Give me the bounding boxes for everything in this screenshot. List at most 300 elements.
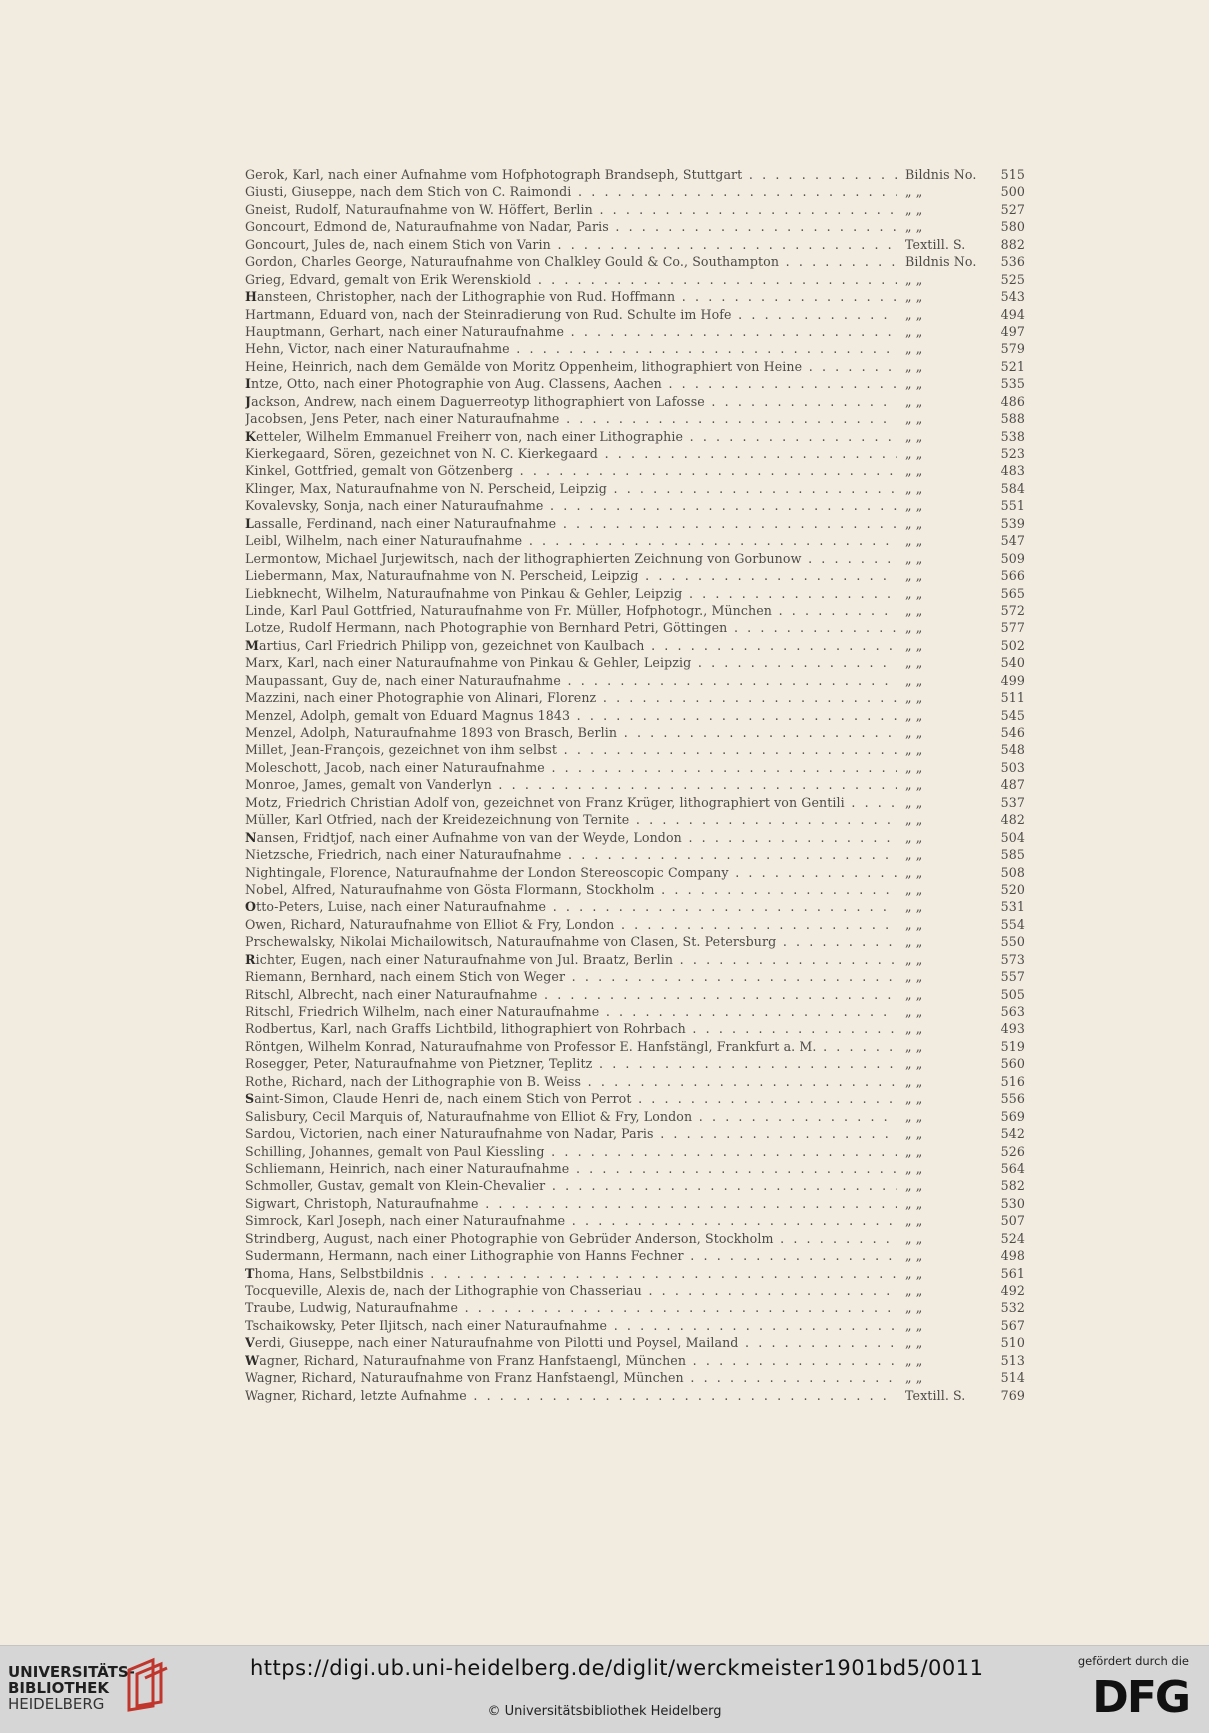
entry-number: 563 xyxy=(1000,1004,1025,1019)
entry-number: 540 xyxy=(1000,655,1025,671)
entry-number: 494 xyxy=(1000,306,1025,322)
list-item xyxy=(245,288,1025,305)
entry-number: 566 xyxy=(1000,568,1025,584)
entry-number: 554 xyxy=(1000,916,1025,932)
list-item xyxy=(245,428,1025,445)
list-item xyxy=(245,846,1025,863)
entry-name: Sardou, Victorien, nach einer Naturaufnahme von Nadar, Paris . . . xyxy=(245,1125,897,1142)
entry-number: 508 xyxy=(1000,864,1025,880)
entry-name: Kovalevsky, Sonja, nach einer Naturaufnahme . . . xyxy=(245,497,897,514)
list-item xyxy=(245,986,1025,1003)
list-item xyxy=(245,968,1025,985)
library-name-line1: UNIVERSITÄTS- xyxy=(8,1663,135,1681)
entry-name: Leibl, Wilhelm, nach einer Naturaufnahme . . . xyxy=(245,532,897,549)
entry-type-label: „ „ xyxy=(905,358,923,374)
entry-name: Giusti, Giuseppe, nach dem Stich von C. Raimondi . . . xyxy=(245,183,897,200)
section-initial-letter: O xyxy=(245,899,257,915)
entry-number: 557 xyxy=(1000,969,1025,985)
entry-number: 519 xyxy=(1000,1038,1025,1054)
entry-number: 505 xyxy=(1000,986,1025,1002)
dfg-wordmark: DFG xyxy=(1092,1672,1189,1723)
list-item xyxy=(245,306,1025,323)
entry-name: Strindberg, August, nach einer Photographie von Gebrüder Anderson, Stockholm . . . xyxy=(245,1230,897,1247)
entry-type-label: „ „ xyxy=(905,881,923,897)
entry-name: Menzel, Adolph, Naturaufnahme 1893 von Brasch, Berlin . . . xyxy=(245,724,897,741)
entry-type-label: „ „ xyxy=(905,602,923,618)
entry-name: Prschewalsky, Nikolai Michailowitsch, Naturaufnahme von Clasen, St. Petersburg . . . xyxy=(245,933,897,950)
list-item xyxy=(245,1387,1025,1404)
list-item xyxy=(245,1003,1025,1020)
funding-caption: gefördert durch die xyxy=(1077,1654,1189,1668)
list-item xyxy=(245,340,1025,357)
entry-type-label: „ „ xyxy=(905,986,923,1002)
list-item xyxy=(245,776,1025,793)
entry-number: 510 xyxy=(1000,1335,1025,1351)
entry-type-label: „ „ xyxy=(905,1056,923,1072)
entry-type-label: „ „ xyxy=(905,498,923,514)
entry-number: 539 xyxy=(1000,515,1025,531)
entry-number: 486 xyxy=(1000,393,1025,409)
entry-number: 513 xyxy=(1000,1352,1025,1368)
entry-type-label: „ „ xyxy=(905,341,923,357)
entry-name: Sigwart, Christoph, Naturaufnahme . . . xyxy=(245,1195,897,1212)
list-item xyxy=(245,898,1025,915)
entry-name: Nansen, Fridtjof, nach einer Aufnahme von van der Weyde, London . . . xyxy=(245,829,897,846)
list-item xyxy=(245,602,1025,619)
entry-type-label: „ „ xyxy=(905,1195,923,1211)
entry-name: Salisbury, Cecil Marquis of, Naturaufnahme von Elliot & Fry, London . . . xyxy=(245,1108,897,1125)
entry-name: Ketteler, Wilhelm Emmanuel Freiherr von, nach einer Lithographie . . . xyxy=(245,428,897,445)
entry-type-label: „ „ xyxy=(905,550,923,566)
entry-type-label: „ „ xyxy=(905,533,923,549)
entry-number: 530 xyxy=(1000,1195,1025,1211)
portrait-index-list xyxy=(245,166,1025,1404)
section-initial-letter: N xyxy=(245,829,257,845)
entry-number: 882 xyxy=(1000,236,1025,252)
entry-name: Jackson, Andrew, nach einem Daguerreotyp lithographiert von Lafosse . . . xyxy=(245,393,897,410)
entry-name: Tschaikowsky, Peter Iljitsch, nach einer Naturaufnahme . . . xyxy=(245,1317,897,1334)
list-item xyxy=(245,672,1025,689)
entry-number: 561 xyxy=(1000,1265,1025,1281)
entry-number: 542 xyxy=(1000,1126,1025,1142)
entry-number: 524 xyxy=(1000,1230,1025,1246)
list-item xyxy=(245,532,1025,549)
entry-type-label: „ „ xyxy=(905,707,923,723)
entry-name: Motz, Friedrich Christian Adolf von, gezeichnet von Franz Krüger, lithographiert von Gentili . . . xyxy=(245,794,897,811)
entry-number: 498 xyxy=(1000,1248,1025,1264)
entry-number: 532 xyxy=(1000,1300,1025,1316)
list-item xyxy=(245,1247,1025,1264)
list-item xyxy=(245,1038,1025,1055)
entry-type-label: „ „ xyxy=(905,219,923,235)
entry-number: 573 xyxy=(1000,951,1025,967)
entry-name: Hansteen, Christopher, nach der Lithographie von Rud. Hoffmann . . . xyxy=(245,288,897,305)
entry-type-label: „ „ xyxy=(905,655,923,671)
entry-name: Mazzini, nach einer Photographie von Alinari, Florenz . . . xyxy=(245,689,897,706)
entry-number: 527 xyxy=(1000,201,1025,217)
entry-number: 551 xyxy=(1000,498,1025,514)
entry-number: 560 xyxy=(1000,1056,1025,1072)
entry-number: 567 xyxy=(1000,1317,1025,1333)
list-item xyxy=(245,1020,1025,1037)
entry-name: Marx, Karl, nach einer Naturaufnahme von Pinkau & Gehler, Leipzig . . . xyxy=(245,654,897,671)
section-initial-letter: L xyxy=(245,515,254,531)
list-item xyxy=(245,253,1025,270)
entry-number: 520 xyxy=(1000,881,1025,897)
list-item xyxy=(245,218,1025,235)
list-item xyxy=(245,1299,1025,1316)
list-item xyxy=(245,1352,1025,1369)
entry-type-label: „ „ xyxy=(905,1335,923,1351)
entry-number: 536 xyxy=(1000,254,1025,270)
entry-type-label: „ „ xyxy=(905,1143,923,1159)
entry-type-label: „ „ xyxy=(905,1230,923,1246)
entry-number: 588 xyxy=(1000,411,1025,427)
entry-type-label: „ „ xyxy=(905,446,923,461)
list-item xyxy=(245,759,1025,776)
entry-name: Saint-Simon, Claude Henri de, nach einem Stich von Perrot . . . xyxy=(245,1090,897,1107)
entry-name: Grieg, Edvard, gemalt von Erik Werenskiold . . . xyxy=(245,271,897,288)
entry-name: Millet, Jean-François, gezeichnet von ihm selbst . . . xyxy=(245,741,897,758)
entry-name: Klinger, Max, Naturaufnahme von N. Perscheid, Leipzig . . . xyxy=(245,480,897,497)
list-item xyxy=(245,1143,1025,1160)
entry-number: 565 xyxy=(1000,585,1025,601)
entry-number: 550 xyxy=(1000,934,1025,950)
entry-name: Rothe, Richard, nach der Lithographie von B. Weiss . . . xyxy=(245,1073,897,1090)
entry-type-label: „ „ xyxy=(905,1091,923,1107)
entry-name: Verdi, Giuseppe, nach einer Naturaufnahme von Pilotti und Poysel, Mailand . . . xyxy=(245,1334,897,1351)
list-item xyxy=(245,1055,1025,1072)
list-item xyxy=(245,619,1025,636)
list-item xyxy=(245,445,1025,462)
entry-name: Wagner, Richard, Naturaufnahme von Franz Hanfstaengl, München . . . xyxy=(245,1369,897,1386)
entry-type-label: „ „ xyxy=(905,271,923,287)
entry-name: Menzel, Adolph, gemalt von Eduard Magnus 1843 . . . xyxy=(245,707,897,724)
entry-name: Traube, Ludwig, Naturaufnahme . . . xyxy=(245,1299,897,1316)
list-item xyxy=(245,550,1025,567)
list-item xyxy=(245,410,1025,427)
list-item xyxy=(245,1265,1025,1282)
entry-type-label: „ „ xyxy=(905,742,923,758)
entry-number: 515 xyxy=(1000,167,1025,182)
entry-type-label: „ „ xyxy=(905,951,923,967)
entry-name: Richter, Eugen, nach einer Naturaufnahme von Jul. Braatz, Berlin . . . xyxy=(245,951,897,968)
entry-name: Maupassant, Guy de, nach einer Naturaufnahme . . . xyxy=(245,672,897,689)
entry-name: Schmoller, Gustav, gemalt von Klein-Chevalier . . . xyxy=(245,1177,897,1194)
section-initial-letter: K xyxy=(245,428,257,444)
entry-number: 492 xyxy=(1000,1283,1025,1298)
entry-type-label: „ „ xyxy=(905,812,923,828)
section-initial-letter: S xyxy=(245,1091,255,1107)
entry-number: 516 xyxy=(1000,1073,1025,1089)
entry-type-label: „ „ xyxy=(905,864,923,880)
entry-name: Rosegger, Peter, Naturaufnahme von Pietzner, Teplitz . . . xyxy=(245,1055,897,1072)
list-item xyxy=(245,480,1025,497)
entry-type-label: „ „ xyxy=(905,393,923,409)
entry-name: Nietzsche, Friedrich, nach einer Naturaufnahme . . . xyxy=(245,846,897,863)
entry-name: Müller, Karl Otfried, nach der Kreidezeichnung von Ternite . . . xyxy=(245,811,897,828)
entry-number: 521 xyxy=(1000,358,1025,374)
section-initial-letter: T xyxy=(245,1265,255,1281)
list-item xyxy=(245,271,1025,288)
list-item xyxy=(245,1125,1025,1142)
entry-number: 526 xyxy=(1000,1143,1025,1159)
entry-type-label: „ „ xyxy=(905,829,923,845)
entry-name: Gerok, Karl, nach einer Aufnahme vom Hofphotograph Brandseph, Stuttgart . . . xyxy=(245,166,897,183)
list-item xyxy=(245,358,1025,375)
entry-type-label: „ „ xyxy=(905,1352,923,1368)
entry-type-label: „ „ xyxy=(905,725,923,740)
list-item xyxy=(245,497,1025,514)
entry-name: Lassalle, Ferdinand, nach einer Naturaufnahme . . . xyxy=(245,515,897,532)
entry-number: 569 xyxy=(1000,1108,1025,1124)
list-item xyxy=(245,1212,1025,1229)
entry-number: 487 xyxy=(1000,777,1025,793)
entry-type-label: „ „ xyxy=(905,1300,923,1316)
list-item xyxy=(245,567,1025,584)
entry-type-label: Textill. S. xyxy=(905,1387,966,1403)
entry-name: Gordon, Charles George, Naturaufnahme von Chalkley Gould & Co., Southampton . . . xyxy=(245,253,897,270)
entry-name: Moleschott, Jacob, nach einer Naturaufnahme . . . xyxy=(245,759,897,776)
entry-number: 538 xyxy=(1000,428,1025,444)
list-item xyxy=(245,637,1025,654)
list-item xyxy=(245,323,1025,340)
entry-type-label: „ „ xyxy=(905,1248,923,1264)
section-initial-letter: J xyxy=(245,393,252,409)
entry-name: Jacobsen, Jens Peter, nach einer Naturaufnahme . . . xyxy=(245,410,897,427)
entry-type-label: „ „ xyxy=(905,1370,923,1386)
entry-name: Schilling, Johannes, gemalt von Paul Kiessling . . . xyxy=(245,1143,897,1160)
entry-number: 564 xyxy=(1000,1160,1025,1176)
list-item xyxy=(245,375,1025,392)
entry-number: 509 xyxy=(1000,550,1025,566)
entry-type-label: Bildnis No. xyxy=(905,254,977,270)
entry-number: 546 xyxy=(1000,725,1025,740)
list-item xyxy=(245,724,1025,741)
list-item xyxy=(245,201,1025,218)
entry-name: Hartmann, Eduard von, nach der Steinradierung von Rud. Schulte im Hofe . . . xyxy=(245,306,897,323)
entry-name: Liebermann, Max, Naturaufnahme von N. Perscheid, Leipzig . . . xyxy=(245,567,897,584)
entry-type-label: „ „ xyxy=(905,289,923,305)
list-item xyxy=(245,811,1025,828)
entry-number: 483 xyxy=(1000,463,1025,479)
list-item xyxy=(245,916,1025,933)
entry-number: 584 xyxy=(1000,480,1025,496)
entry-type-label: „ „ xyxy=(905,184,923,200)
entry-name: Lermontow, Michael Jurjewitsch, nach der lithographierten Zeichnung von Gorbunow . . . xyxy=(245,550,897,567)
list-item xyxy=(245,166,1025,183)
section-initial-letter: H xyxy=(245,289,257,305)
entry-number: 548 xyxy=(1000,742,1025,758)
copyright-notice: © Universitätsbibliothek Heidelberg xyxy=(487,1704,722,1719)
entry-type-label: „ „ xyxy=(905,777,923,793)
section-initial-letter: I xyxy=(245,376,251,392)
entry-name: Goncourt, Jules de, nach einem Stich von Varin . . . xyxy=(245,236,897,253)
entry-number: 585 xyxy=(1000,847,1025,863)
entry-type-label: „ „ xyxy=(905,1126,923,1142)
entry-type-label: „ „ xyxy=(905,323,923,339)
list-item xyxy=(245,1177,1025,1194)
entry-name: Lotze, Rudolf Hermann, nach Photographie von Bernhard Petri, Göttingen . . . xyxy=(245,619,897,636)
entry-number: 545 xyxy=(1000,707,1025,723)
list-item xyxy=(245,393,1025,410)
entry-number: 572 xyxy=(1000,602,1025,618)
section-initial-letter: V xyxy=(245,1335,255,1351)
entry-type-label: „ „ xyxy=(905,411,923,427)
entry-type-label: „ „ xyxy=(905,969,923,985)
entry-name: Otto-Peters, Luise, nach einer Naturaufnahme . . . xyxy=(245,898,897,915)
list-item xyxy=(245,1334,1025,1351)
entry-number: 580 xyxy=(1000,219,1025,235)
list-item xyxy=(245,462,1025,479)
entry-type-label: „ „ xyxy=(905,1038,923,1054)
entry-name: Hauptmann, Gerhart, nach einer Naturaufnahme . . . xyxy=(245,323,897,340)
entry-type-label: „ „ xyxy=(905,1178,923,1194)
entry-number: 582 xyxy=(1000,1178,1025,1194)
entry-type-label: „ „ xyxy=(905,1108,923,1124)
entry-name: Thoma, Hans, Selbstbildnis . . . xyxy=(245,1265,897,1282)
entry-type-label: „ „ xyxy=(905,1021,923,1037)
list-item xyxy=(245,236,1025,253)
entry-type-label: „ „ xyxy=(905,1213,923,1229)
entry-type-label: „ „ xyxy=(905,568,923,584)
entry-name: Sudermann, Hermann, nach einer Lithographie von Hanns Fechner . . . xyxy=(245,1247,897,1264)
entry-name: Riemann, Bernhard, nach einem Stich von Weger . . . xyxy=(245,968,897,985)
entry-type-label: „ „ xyxy=(905,847,923,863)
entry-type-label: „ „ xyxy=(905,515,923,531)
entry-type-label: „ „ xyxy=(905,759,923,775)
entry-name: Simrock, Karl Joseph, nach einer Naturaufnahme . . . xyxy=(245,1212,897,1229)
entry-number: 525 xyxy=(1000,271,1025,287)
entry-number: 503 xyxy=(1000,759,1025,775)
entry-number: 482 xyxy=(1000,812,1025,828)
entry-name: Schliemann, Heinrich, nach einer Naturaufnahme . . . xyxy=(245,1160,897,1177)
list-item xyxy=(245,1195,1025,1212)
entry-number: 543 xyxy=(1000,289,1025,305)
entry-number: 500 xyxy=(1000,184,1025,200)
list-item xyxy=(245,183,1025,200)
list-item xyxy=(245,585,1025,602)
library-name-line2: BIBLIOTHEK xyxy=(8,1679,109,1697)
list-item xyxy=(245,1317,1025,1334)
section-initial-letter: M xyxy=(245,637,260,653)
entry-name: Kinkel, Gottfried, gemalt von Götzenberg . . . xyxy=(245,462,897,479)
list-item xyxy=(245,1282,1025,1299)
entry-type-label: „ „ xyxy=(905,1283,923,1298)
list-item xyxy=(245,1073,1025,1090)
entry-number: 769 xyxy=(1000,1387,1025,1403)
entry-name: Liebknecht, Wilhelm, Naturaufnahme von Pinkau & Gehler, Leipzig . . . xyxy=(245,585,897,602)
entry-type-label: „ „ xyxy=(905,620,923,636)
list-item xyxy=(245,515,1025,532)
entry-name: Gneist, Rudolf, Naturaufnahme von W. Höffert, Berlin . . . xyxy=(245,201,897,218)
list-item xyxy=(245,1230,1025,1247)
entry-type-label: „ „ xyxy=(905,463,923,479)
list-item xyxy=(245,933,1025,950)
list-item xyxy=(245,1090,1025,1107)
entry-number: 577 xyxy=(1000,620,1025,636)
entry-number: 493 xyxy=(1000,1021,1025,1037)
entry-type-label: „ „ xyxy=(905,480,923,496)
entry-number: 547 xyxy=(1000,533,1025,549)
list-item xyxy=(245,1108,1025,1125)
entry-type-label: „ „ xyxy=(905,934,923,950)
entry-number: 497 xyxy=(1000,323,1025,339)
viewer-footer xyxy=(0,1645,1209,1733)
entry-name: Wagner, Richard, Naturaufnahme von Franz Hanfstaengl, München . . . xyxy=(245,1352,897,1369)
entry-name: Hehn, Victor, nach einer Naturaufnahme . . . xyxy=(245,340,897,357)
entry-name: Ritschl, Friedrich Wilhelm, nach einer Naturaufnahme . . . xyxy=(245,1003,897,1020)
list-item xyxy=(245,829,1025,846)
entry-name: Kierkegaard, Sören, gezeichnet von N. C. Kierkegaard . . . xyxy=(245,445,897,462)
list-item xyxy=(245,794,1025,811)
list-item xyxy=(245,654,1025,671)
entry-type-label: „ „ xyxy=(905,690,923,706)
permalink-url[interactable]: https://digi.ub.uni-heidelberg.de/diglit/werckmeister1901bd5/0011 xyxy=(250,1656,984,1680)
entry-number: 514 xyxy=(1000,1370,1025,1386)
list-item xyxy=(245,881,1025,898)
dfg-logo[interactable] xyxy=(1079,1654,1189,1726)
section-initial-letter: R xyxy=(245,951,256,967)
entry-type-label: „ „ xyxy=(905,794,923,810)
list-item xyxy=(245,741,1025,758)
entry-type-label: „ „ xyxy=(905,899,923,915)
entry-name: Intze, Otto, nach einer Photographie von Aug. Classens, Aachen . . . xyxy=(245,375,897,392)
list-item xyxy=(245,1160,1025,1177)
entry-type-label: „ „ xyxy=(905,1317,923,1333)
library-name-line3: HEIDELBERG xyxy=(8,1695,105,1713)
entry-name: Tocqueville, Alexis de, nach der Lithographie von Chasseriau . . . xyxy=(245,1282,897,1299)
entry-name: Röntgen, Wilhelm Konrad, Naturaufnahme von Professor E. Hanfstängl, Frankfurt a. M. . . . xyxy=(245,1038,897,1055)
list-item xyxy=(245,689,1025,706)
entry-name: Heine, Heinrich, nach dem Gemälde von Moritz Oppenheim, lithographiert von Heine . . . xyxy=(245,358,897,375)
entry-name: Linde, Karl Paul Gottfried, Naturaufnahme von Fr. Müller, Hofphotogr., München . . . xyxy=(245,602,897,619)
entry-name: Ritschl, Albrecht, nach einer Naturaufnahme . . . xyxy=(245,986,897,1003)
entry-type-label: „ „ xyxy=(905,1073,923,1089)
entry-number: 502 xyxy=(1000,637,1025,653)
entry-name: Rodbertus, Karl, nach Graffs Lichtbild, lithographiert von Rohrbach . . . xyxy=(245,1020,897,1037)
entry-name: Nobel, Alfred, Naturaufnahme von Gösta Flormann, Stockholm . . . xyxy=(245,881,897,898)
list-item xyxy=(245,864,1025,881)
entry-name: Wagner, Richard, letzte Aufnahme . . . xyxy=(245,1387,897,1404)
section-initial-letter: W xyxy=(245,1352,260,1368)
entry-type-label: „ „ xyxy=(905,637,923,653)
entry-name: Goncourt, Edmond de, Naturaufnahme von Nadar, Paris . . . xyxy=(245,218,897,235)
entry-number: 531 xyxy=(1000,899,1025,915)
entry-number: 556 xyxy=(1000,1091,1025,1107)
list-item xyxy=(245,1369,1025,1386)
list-item xyxy=(245,951,1025,968)
entry-number: 535 xyxy=(1000,376,1025,392)
entry-type-label: „ „ xyxy=(905,585,923,601)
entry-name: Martius, Carl Friedrich Philipp von, gezeichnet von Kaulbach . . . xyxy=(245,637,897,654)
entry-type-label: „ „ xyxy=(905,916,923,932)
entry-type-label: „ „ xyxy=(905,428,923,444)
entry-number: 507 xyxy=(1000,1213,1025,1229)
entry-type-label: „ „ xyxy=(905,1265,923,1281)
entry-type-label: „ „ xyxy=(905,376,923,392)
entry-type-label: „ „ xyxy=(905,306,923,322)
entry-number: 523 xyxy=(1000,446,1025,461)
entry-name: Monroe, James, gemalt von Vanderlyn . . . xyxy=(245,776,897,793)
entry-name: Nightingale, Florence, Naturaufnahme der London Stereoscopic Company . . . xyxy=(245,864,897,881)
entry-type-label: „ „ xyxy=(905,1160,923,1176)
entry-number: 579 xyxy=(1000,341,1025,357)
entry-number: 511 xyxy=(1000,690,1025,706)
entry-type-label: „ „ xyxy=(905,672,923,688)
entry-type-label: „ „ xyxy=(905,201,923,217)
entry-number: 504 xyxy=(1000,829,1025,845)
